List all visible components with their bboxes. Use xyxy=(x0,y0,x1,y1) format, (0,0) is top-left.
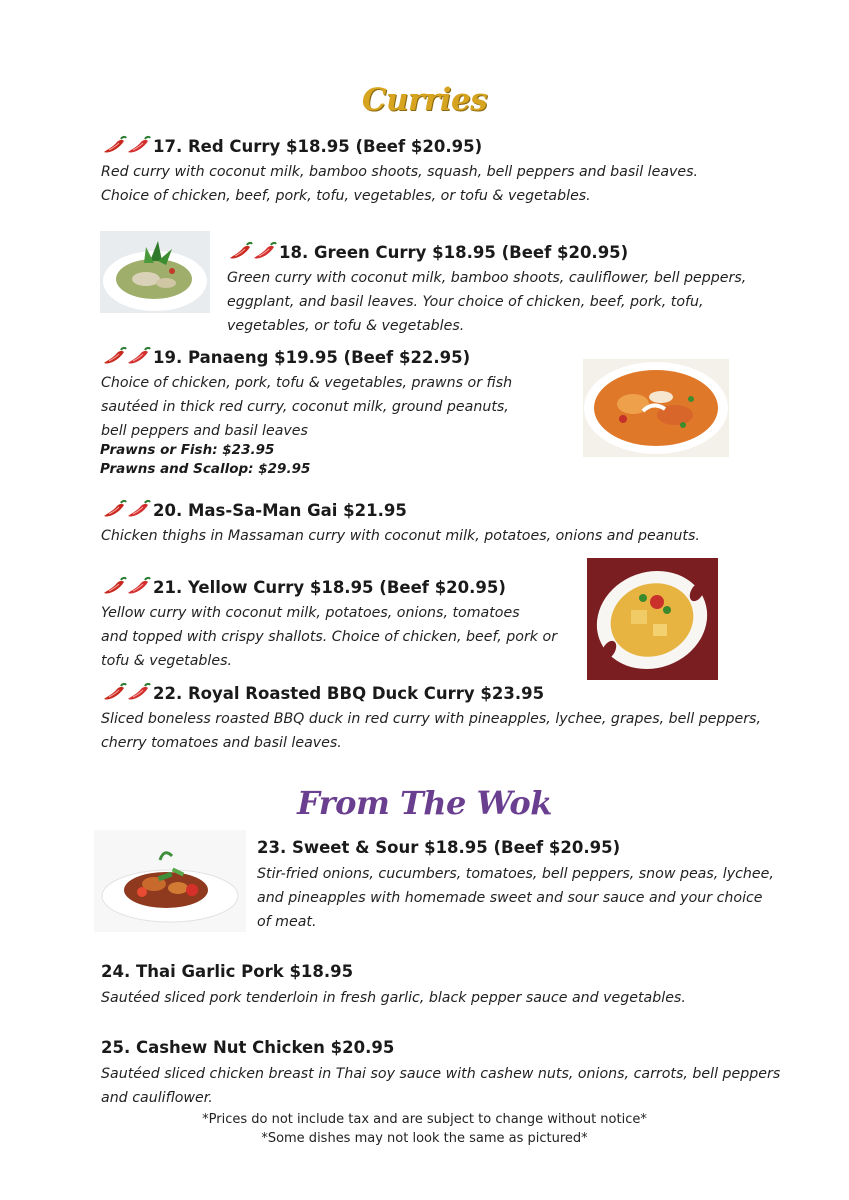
desc-line: Choice of chicken, beef, pork, tofu, vegetables, or tofu & vegetables. xyxy=(101,188,591,204)
chili-pepper-icon xyxy=(101,682,151,702)
menu-item-21-heading xyxy=(101,576,506,597)
desc-line: Sautéed sliced pork tenderloin in fresh garlic, black pepper sauce and vegetables. xyxy=(101,990,686,1006)
chili-pepper-icon xyxy=(227,241,277,261)
menu-item-23-description xyxy=(257,862,774,934)
chili-pepper-icon xyxy=(101,346,151,366)
desc-line: and topped with crispy shallots. Choice of chicken, beef, pork or xyxy=(101,629,558,645)
menu-item-22-description xyxy=(101,707,761,755)
desc-line: Choice of chicken, pork, tofu & vegetables, prawns or fish xyxy=(101,375,513,391)
yellow-curry-photo xyxy=(587,558,718,680)
extra-price-line: Prawns and Scallop: $29.95 xyxy=(100,461,311,477)
desc-line: of meat. xyxy=(257,914,317,930)
green-curry-photo xyxy=(100,231,210,313)
menu-item-19-name: 19. Panaeng $19.95 (Beef $22.95) xyxy=(153,348,471,367)
desc-line: Yellow curry with coconut milk, potatoes, onions, tomatoes xyxy=(101,605,520,621)
menu-item-18-name: 18. Green Curry $18.95 (Beef $20.95) xyxy=(279,243,629,262)
footer-tax-note: *Prices do not include tax and are subject to change without notice* xyxy=(202,1112,647,1127)
menu-item-20-description xyxy=(101,524,700,548)
menu-item-25-heading xyxy=(101,1038,394,1057)
menu-item-24-name: 24. Thai Garlic Pork $18.95 xyxy=(101,962,354,981)
desc-line: Sliced boneless roasted BBQ duck in red curry with pineapples, lychee, grapes, bell peppers, xyxy=(101,711,761,727)
menu-item-23-heading xyxy=(257,838,620,857)
desc-line: and pineapples with homemade sweet and sour sauce and your choice xyxy=(257,890,763,906)
menu-item-24-heading xyxy=(101,962,353,981)
menu-item-18-description xyxy=(227,266,746,338)
menu-item-21-description xyxy=(101,601,557,673)
menu-item-17-heading xyxy=(101,135,482,156)
desc-line: bell peppers and basil leaves xyxy=(101,423,308,439)
desc-line: Red curry with coconut milk, bamboo shoots, squash, bell peppers and basil leaves. xyxy=(101,164,699,180)
chili-pepper-icon xyxy=(101,499,151,519)
desc-line: eggplant, and basil leaves. Your choice of chicken, beef, pork, tofu, xyxy=(227,294,704,310)
curries-section-title: Curries xyxy=(361,82,488,118)
menu-item-17-name: 17. Red Curry $18.95 (Beef $20.95) xyxy=(153,137,483,156)
menu-item-21-name: 21. Yellow Curry $18.95 (Beef $20.95) xyxy=(153,578,506,597)
desc-line: and cauliflower. xyxy=(101,1090,213,1106)
menu-item-19-extra-prices xyxy=(100,441,310,479)
chili-pepper-icon xyxy=(101,135,151,155)
menu-item-25-name: 25. Cashew Nut Chicken $20.95 xyxy=(101,1038,395,1057)
footer-notes xyxy=(0,1110,849,1148)
menu-item-17-description xyxy=(101,160,698,208)
menu-item-24-description xyxy=(101,986,686,1010)
chili-pepper-icon xyxy=(101,576,151,596)
sweet-and-sour-photo xyxy=(94,830,246,932)
extra-price-line: Prawns or Fish: $23.95 xyxy=(100,442,275,458)
menu-item-20-name: 20. Mas-Sa-Man Gai $21.95 xyxy=(153,501,407,520)
desc-line: vegetables, or tofu & vegetables. xyxy=(227,318,465,334)
desc-line: Chicken thighs in Massaman curry with coconut milk, potatoes, onions and peanuts. xyxy=(101,528,700,544)
desc-line: Stir-fried onions, cucumbers, tomatoes, bell peppers, snow peas, lychee, xyxy=(257,866,774,882)
menu-item-22-heading xyxy=(101,682,544,703)
panaeng-photo xyxy=(583,359,729,457)
desc-line: Green curry with coconut milk, bamboo shoots, cauliflower, bell peppers, xyxy=(227,270,747,286)
desc-line: sautéed in thick red curry, coconut milk, ground peanuts, xyxy=(101,399,509,415)
desc-line: Sautéed sliced chicken breast in Thai soy sauce with cashew nuts, onions, carrots, bell peppers xyxy=(101,1066,781,1082)
wok-section-title: From The Wok xyxy=(297,784,552,822)
menu-item-25-description xyxy=(101,1062,780,1110)
menu-item-19-heading xyxy=(101,346,470,367)
footer-picture-note: *Some dishes may not look the same as pictured* xyxy=(261,1131,588,1146)
menu-item-22-name: 22. Royal Roasted BBQ Duck Curry $23.95 xyxy=(153,684,545,703)
menu-item-20-heading xyxy=(101,499,407,520)
menu-item-23-name: 23. Sweet & Sour $18.95 (Beef $20.95) xyxy=(257,838,621,857)
menu-item-19-description xyxy=(101,371,512,443)
desc-line: cherry tomatoes and basil leaves. xyxy=(101,735,342,751)
menu-item-18-heading xyxy=(227,241,628,262)
desc-line: tofu & vegetables. xyxy=(101,653,233,669)
